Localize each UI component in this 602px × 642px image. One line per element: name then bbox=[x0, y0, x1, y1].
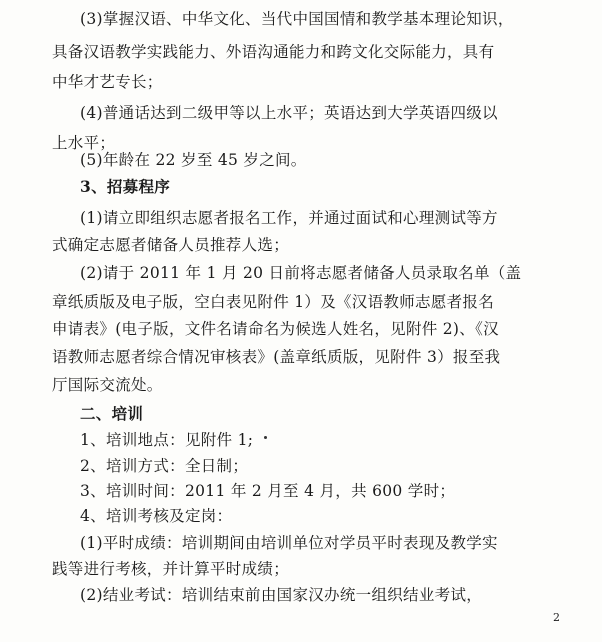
text-line: 章纸质版及电子版，空白表见附件 1）及《汉语教师志愿者报名 bbox=[52, 293, 494, 311]
text-line: 2、培训方式：全日制； bbox=[80, 457, 249, 475]
text-line: (5)年龄在 22 岁至 45 岁之间。 bbox=[80, 151, 307, 169]
text-line: 3、培训时间：2011 年 2 月至 4 月，共 600 学时； bbox=[80, 482, 456, 500]
text-line: 4、培训考核及定岗： bbox=[80, 507, 233, 525]
text-line: 中华才艺专长； bbox=[52, 73, 163, 91]
text-line: 厅国际交流处。 bbox=[52, 376, 163, 394]
text-line: (2)请于 2011 年 1 月 20 日前将志愿者储备人员录取名单（盖 bbox=[80, 264, 522, 282]
scan-speck bbox=[264, 436, 267, 439]
text-line: 式确定志愿者储备人员推荐人选； bbox=[52, 236, 290, 254]
section-heading: 3、招募程序 bbox=[80, 177, 171, 196]
text-line: (1)平时成绩：培训期间由培训单位对学员平时表现及教学实 bbox=[80, 534, 498, 552]
text-line: 语教师志愿者综合情况审核表》(盖章纸质版，见附件 3）报至我 bbox=[52, 348, 501, 366]
text-line: (4)普通话达到二级甲等以上水平；英语达到大学英语四级以 bbox=[80, 104, 498, 122]
text-line: 申请表》(电子版，文件名请命名为候选人姓名，见附件 2)、《汉 bbox=[52, 320, 499, 338]
text-line: (3)掌握汉语、中华文化、当代中国国情和教学基本理论知识， bbox=[80, 10, 514, 28]
text-line: 1、培训地点：见附件 1; bbox=[80, 431, 254, 449]
text-line: 具备汉语教学实践能力、外语沟通能力和跨文化交际能力，具有 bbox=[52, 43, 495, 61]
text-line: (2)结业考试：培训结束前由国家汉办统一组织结业考试， bbox=[80, 586, 483, 604]
text-line: 践等进行考核，并计算平时成绩； bbox=[52, 560, 290, 578]
text-line: 上水平； bbox=[52, 134, 116, 152]
text-line: (1)请立即组织志愿者报名工作，并通过面试和心理测试等方 bbox=[80, 209, 498, 227]
page-number: 2 bbox=[553, 611, 560, 624]
section-heading: 二、培训 bbox=[80, 404, 144, 423]
